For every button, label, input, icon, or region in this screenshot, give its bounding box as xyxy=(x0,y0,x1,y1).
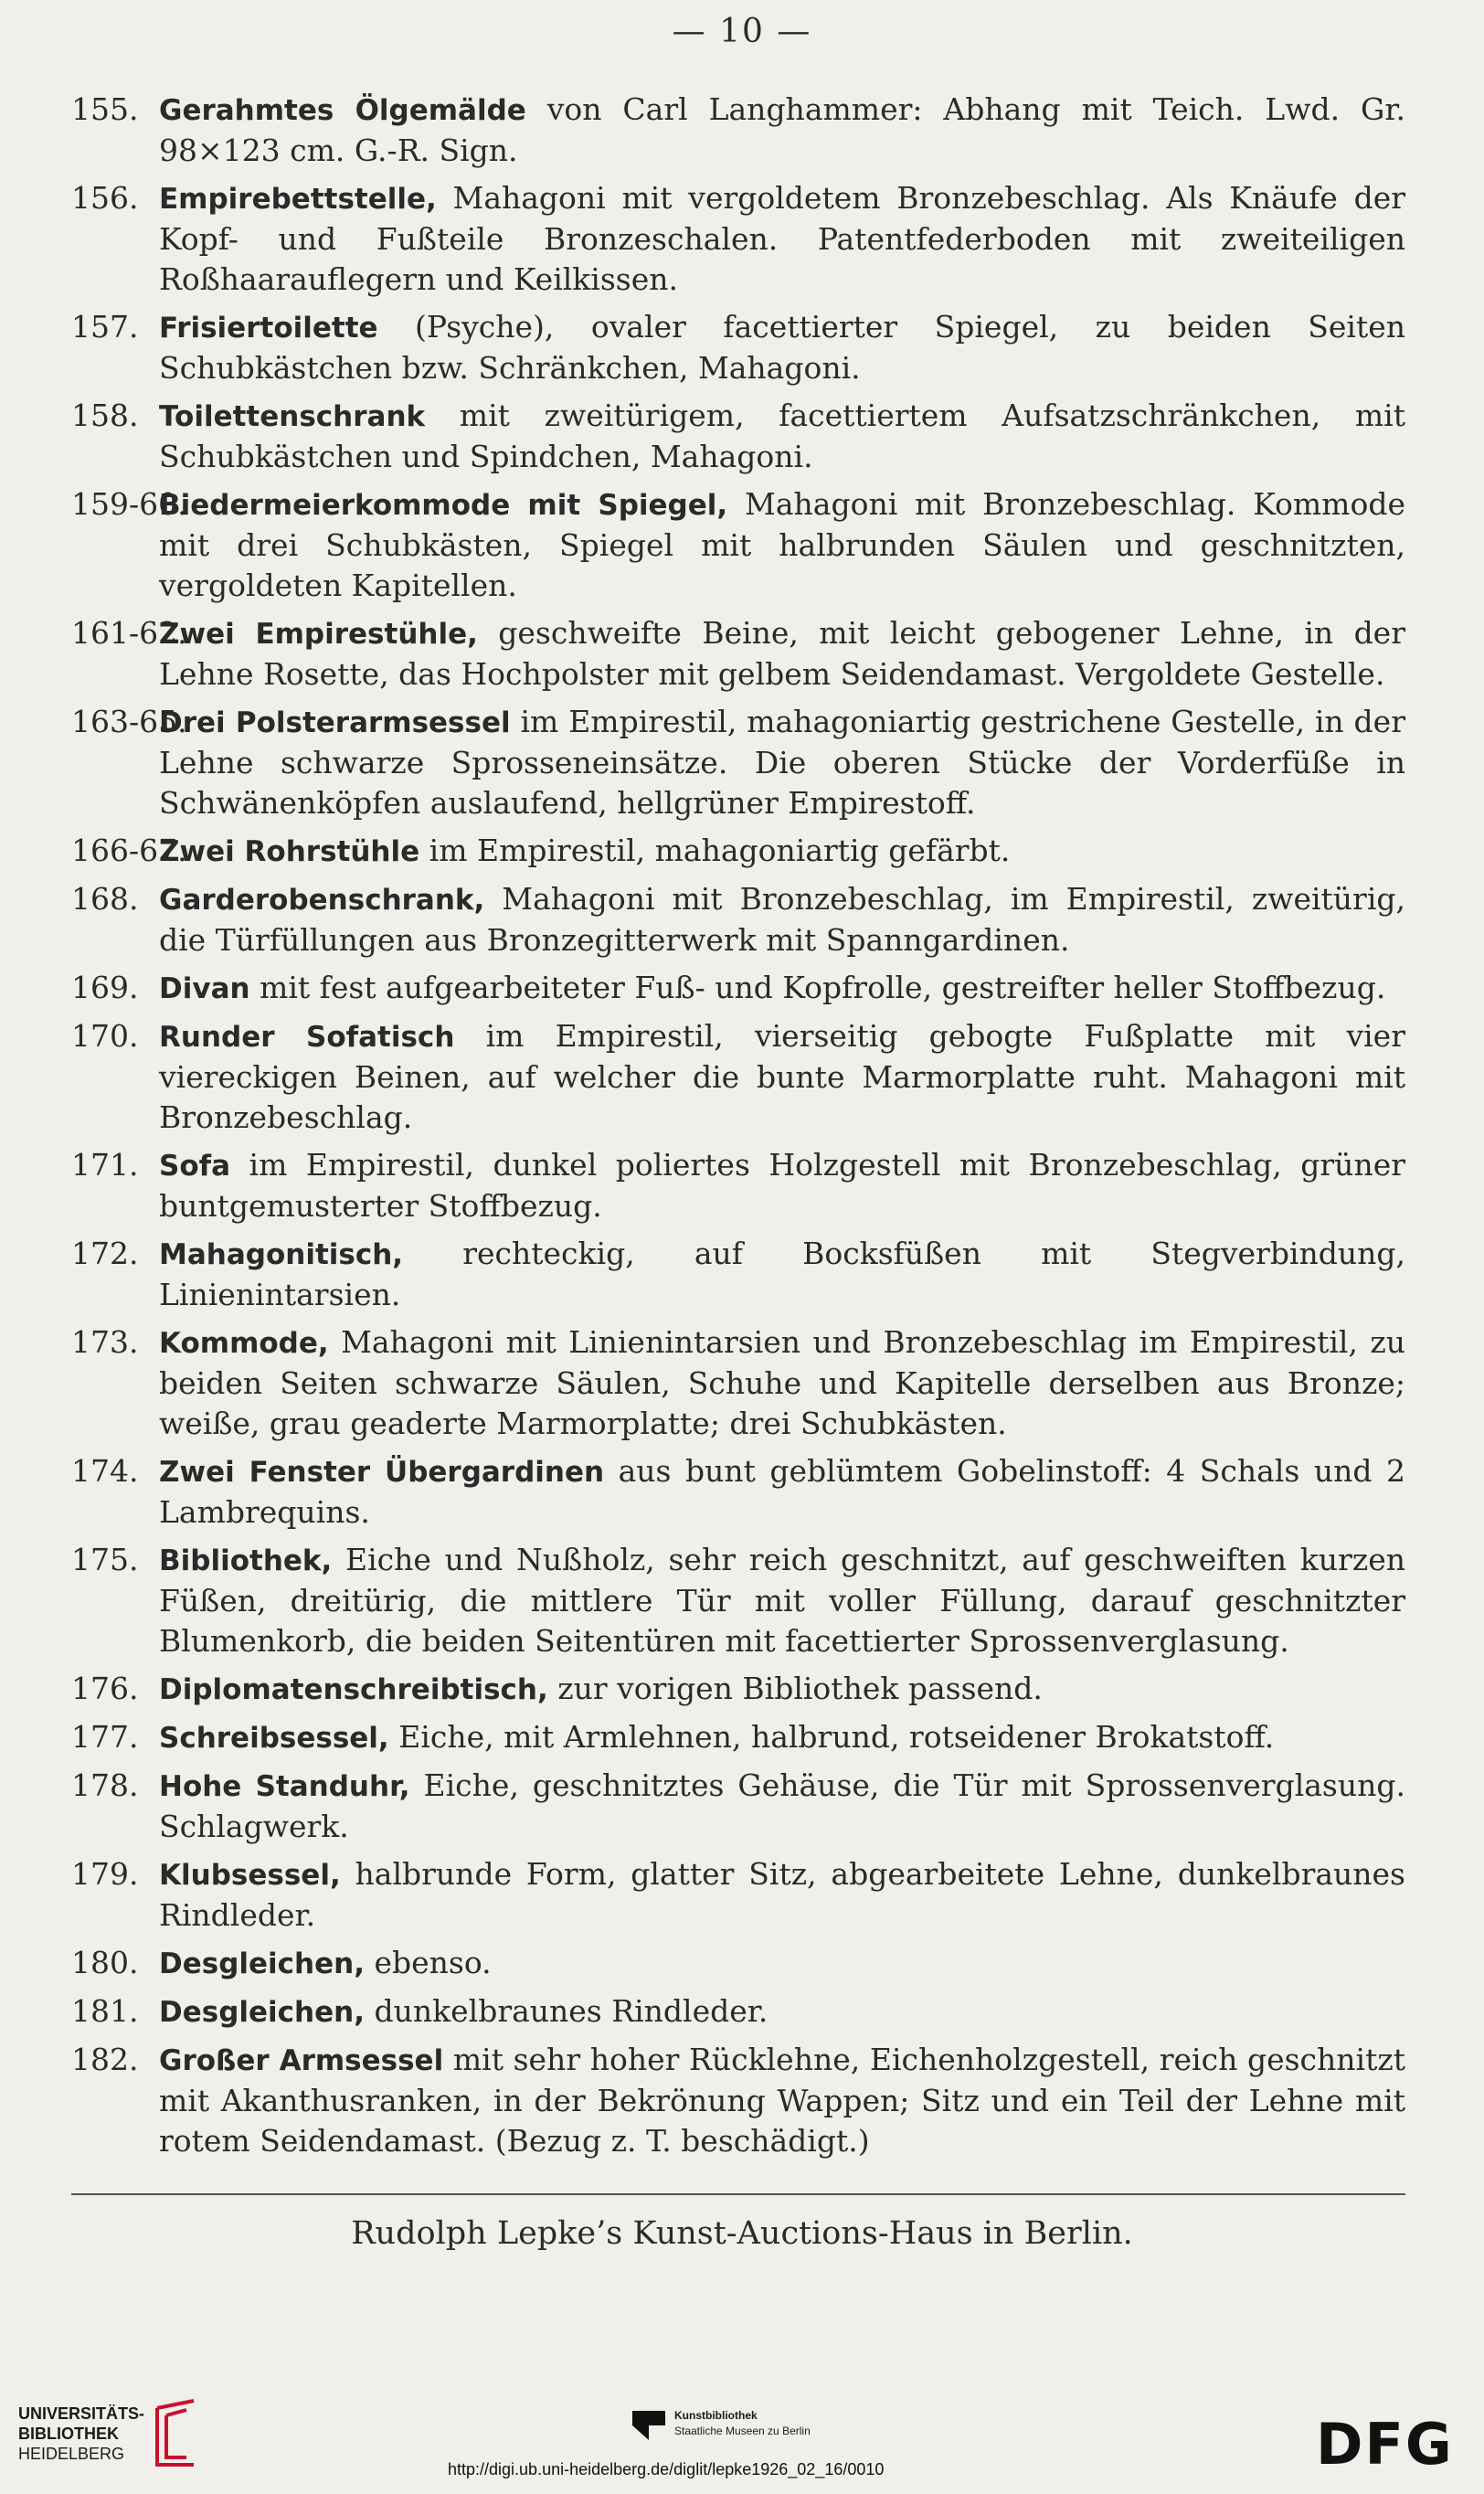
entry-description: im Empirestil, dunkel poliertes Holzgestell mit Bronzebeschlag, grüner buntgemusterter Stoffbezug. xyxy=(159,1147,1405,1224)
entry-title: Divan xyxy=(159,972,250,1005)
entry-title: Klubsessel, xyxy=(159,1859,341,1892)
entry-number: 172. xyxy=(71,1236,139,1271)
entry-title: Zwei Empirestühle, xyxy=(159,618,478,651)
entry-number: 174. xyxy=(71,1453,139,1489)
entry-number: 175. xyxy=(71,1542,139,1577)
entry-number: 158. xyxy=(71,398,139,433)
catalog-entry xyxy=(71,1451,1405,1533)
entry-title: Kommode, xyxy=(159,1327,329,1360)
entry-description: im Empirestil, mahagoniartig gestrichene Gestelle, in der Lehne schwarze Sprosseneinsätze. Die oberen Stücke der Vorderfüße in Schwänenköpfen auslaufend, hellgrüner Empirestoff. xyxy=(159,704,1405,821)
entry-description: zur vorigen Bibliothek passend. xyxy=(547,1671,1043,1706)
entry-description: dunkelbraunes Rindleder. xyxy=(365,1993,768,2029)
catalog-entry xyxy=(71,1669,1405,1710)
entry-description: mit sehr hoher Rücklehne, Eichenholzgestell, reich geschnitzt mit Akanthusranken, in der Bekrönung Wappen; Sitz und ein Teil der Lehne mit rotem Seidendamast. (Bezug z. T. beschädigt.) xyxy=(159,2042,1405,2159)
catalog-entry xyxy=(71,831,1405,872)
kunstbibliothek-emblem-icon xyxy=(631,2405,667,2442)
catalog-entry xyxy=(71,178,1405,300)
catalog-entries xyxy=(71,90,1405,2169)
catalog-entry xyxy=(71,1016,1405,1138)
entry-title: Empirebettstelle, xyxy=(159,183,437,216)
kunstbibliothek-logo[interactable] xyxy=(631,2405,811,2442)
entry-number: 176. xyxy=(71,1671,139,1706)
entry-description: von Carl Langhammer: Abhang mit Teich. Lwd. Gr. 98×123 cm. G.-R. Sign. xyxy=(159,91,1405,168)
catalog-entry xyxy=(71,1991,1405,2032)
entry-description: (Psyche), ovaler facettierter Spiegel, zu beiden Seiten Schubkästchen bzw. Schränkchen, Mahagoni. xyxy=(159,309,1405,386)
entry-title: Toilettenschrank xyxy=(159,400,426,433)
entry-description: mit zweitürigem, facettiertem Aufsatzschränkchen, mit Schubkästchen und Spindchen, Mahagoni. xyxy=(159,398,1405,474)
entry-number: 163-65. xyxy=(71,704,187,739)
page-number: — 10 — xyxy=(672,13,812,50)
entry-title: Desgleichen, xyxy=(159,1947,365,1980)
entry-description: ebenso. xyxy=(365,1945,492,1980)
entry-number: 169. xyxy=(71,970,139,1005)
entry-title: Mahagonitisch, xyxy=(159,1238,404,1271)
entry-title: Schreibsessel, xyxy=(159,1722,389,1755)
entry-title: Bibliothek, xyxy=(159,1544,333,1577)
entry-title: Diplomatenschreibtisch, xyxy=(159,1673,548,1706)
footer-rule xyxy=(71,2193,1405,2195)
entry-title: Garderobenschrank, xyxy=(159,884,485,917)
catalog-entry xyxy=(71,1540,1405,1661)
entry-title: Zwei Fenster Übergardinen xyxy=(159,1456,605,1489)
ub-logo-text: UNIVERSITÄTS- BIBLIOTHEK HEIDELBERG xyxy=(18,2404,145,2463)
entry-title: Drei Polsterarmsessel xyxy=(159,706,511,739)
entry-number: 179. xyxy=(71,1856,139,1892)
entry-description: Mahagoni mit Bronzebeschlag, im Empirestil, zweitürig, die Türfüllungen aus Bronzegitterwerk mit Spanngardinen. xyxy=(159,881,1405,958)
entry-title: Gerahmtes Ölgemälde xyxy=(159,94,526,127)
entry-number: 177. xyxy=(71,1719,139,1755)
entry-number: 166-67. xyxy=(71,833,187,868)
entry-title: Hohe Standuhr, xyxy=(159,1770,410,1803)
entry-number: 157. xyxy=(71,309,139,345)
entry-description: aus bunt geblümtem Gobelinstoff: 4 Schals und 2 Lambrequins. xyxy=(159,1453,1405,1530)
entry-number: 161-62. xyxy=(71,615,187,651)
entry-number: 180. xyxy=(71,1945,139,1980)
entry-description: Eiche und Nußholz, sehr reich geschnitzt, auf geschweiften kurzen Füßen, dreitürig, die mittlere Tür mit voller Füllung, darauf geschnitzter Blumenkorb, die beiden Seitentüren mit facettierter Sprossenverglasung. xyxy=(159,1542,1405,1659)
kb-logo-text: Kunstbibliothek Staatliche Museen zu Berlin xyxy=(674,2409,811,2437)
entry-description: mit fest aufgearbeiteter Fuß- und Kopfrolle, gestreifter heller Stoffbezug. xyxy=(249,970,1386,1005)
entry-number: 155. xyxy=(71,91,139,127)
catalog-entry xyxy=(71,396,1405,477)
entry-number: 170. xyxy=(71,1018,139,1054)
entry-number: 156. xyxy=(71,180,139,216)
entry-description: Mahagoni mit Bronzebeschlag. Kommode mit drei Schubkästen, Spiegel mit halbrunden Säulen und geschnitzten, vergoldeten Kapitellen. xyxy=(159,486,1405,603)
entry-description: Eiche, geschnitztes Gehäuse, die Tür mit Sprossenverglasung. Schlagwerk. xyxy=(159,1767,1405,1844)
catalog-entry xyxy=(71,702,1405,823)
catalog-entry xyxy=(71,1322,1405,1444)
entry-description: Mahagoni mit vergoldetem Bronzebeschlag. Als Knäufe der Kopf- und Fußteile Bronzeschalen. Patentfederboden mit zweiteiligen Roßhaarauflegern und Keilkissen. xyxy=(159,180,1405,297)
catalog-entry xyxy=(71,968,1405,1009)
source-url[interactable]: http://digi.ub.uni-heidelberg.de/diglit/lepke1926_02_16/0010 xyxy=(448,2460,885,2478)
ub-emblem-icon xyxy=(150,2397,205,2470)
catalog-entry xyxy=(71,1717,1405,1758)
entry-description: Mahagoni mit Linienintarsien und Bronzebeschlag im Empirestil, zu beiden Seiten schwarze Säulen, Schuhe und Kapitelle derselben aus Bronze; weiße, grau geaderte Marmorplatte; drei Schubkästen. xyxy=(159,1324,1405,1441)
ub-heidelberg-logo[interactable] xyxy=(18,2394,205,2473)
entry-number: 182. xyxy=(71,2042,139,2077)
catalog-entry xyxy=(71,90,1405,171)
entry-title: Zwei Rohrstühle xyxy=(159,835,420,868)
catalog-entry xyxy=(71,1766,1405,1847)
catalog-entry xyxy=(71,1943,1405,1984)
entry-number: 178. xyxy=(71,1767,139,1803)
dfg-logo[interactable]: DFG xyxy=(1316,2411,1454,2478)
entry-description: im Empirestil, vierseitig gebogte Fußplatte mit vier viereckigen Beinen, auf welcher die bunte Marmorplatte ruht. Mahagoni mit Bronzebeschlag. xyxy=(159,1018,1405,1135)
entry-number: 168. xyxy=(71,881,139,917)
entry-number: 173. xyxy=(71,1324,139,1360)
entry-number: 181. xyxy=(71,1993,139,2029)
auction-house-footer: Rudolph Lepke’s Kunst-Auctions-Haus in Berlin. xyxy=(351,2215,1133,2252)
entry-title: Großer Armsessel xyxy=(159,2044,444,2077)
catalog-entry xyxy=(71,1234,1405,1315)
entry-title: Desgleichen, xyxy=(159,1996,365,2029)
catalog-entry xyxy=(71,307,1405,388)
entry-description: rechteckig, auf Bocksfüßen mit Stegverbindung, Linienintarsien. xyxy=(159,1236,1405,1312)
entry-description: halbrunde Form, glatter Sitz, abgearbeitete Lehne, dunkelbraunes Rindleder. xyxy=(159,1856,1405,1933)
catalog-entry xyxy=(71,613,1405,695)
entry-number: 171. xyxy=(71,1147,139,1183)
catalog-entry xyxy=(71,879,1405,960)
entry-description: Eiche, mit Armlehnen, halbrund, rotseidener Brokatstoff. xyxy=(388,1719,1275,1755)
catalog-entry xyxy=(71,1145,1405,1226)
catalog-entry xyxy=(71,1854,1405,1936)
entry-number: 159-60. xyxy=(71,486,187,522)
entry-description: im Empirestil, mahagoniartig gefärbt. xyxy=(419,833,1011,868)
entry-title: Frisiertoilette xyxy=(159,312,378,345)
entry-title: Biedermeierkommode mit Spiegel, xyxy=(159,489,728,522)
catalog-entry xyxy=(71,484,1405,606)
entry-title: Sofa xyxy=(159,1150,231,1183)
catalog-entry xyxy=(71,2040,1405,2161)
entry-description: geschweifte Beine, mit leicht gebogener Lehne, in der Lehne Rosette, das Hochpolster mit gelbem Seidendamast. Vergoldete Gestelle. xyxy=(159,615,1405,692)
entry-title: Runder Sofatisch xyxy=(159,1021,455,1054)
